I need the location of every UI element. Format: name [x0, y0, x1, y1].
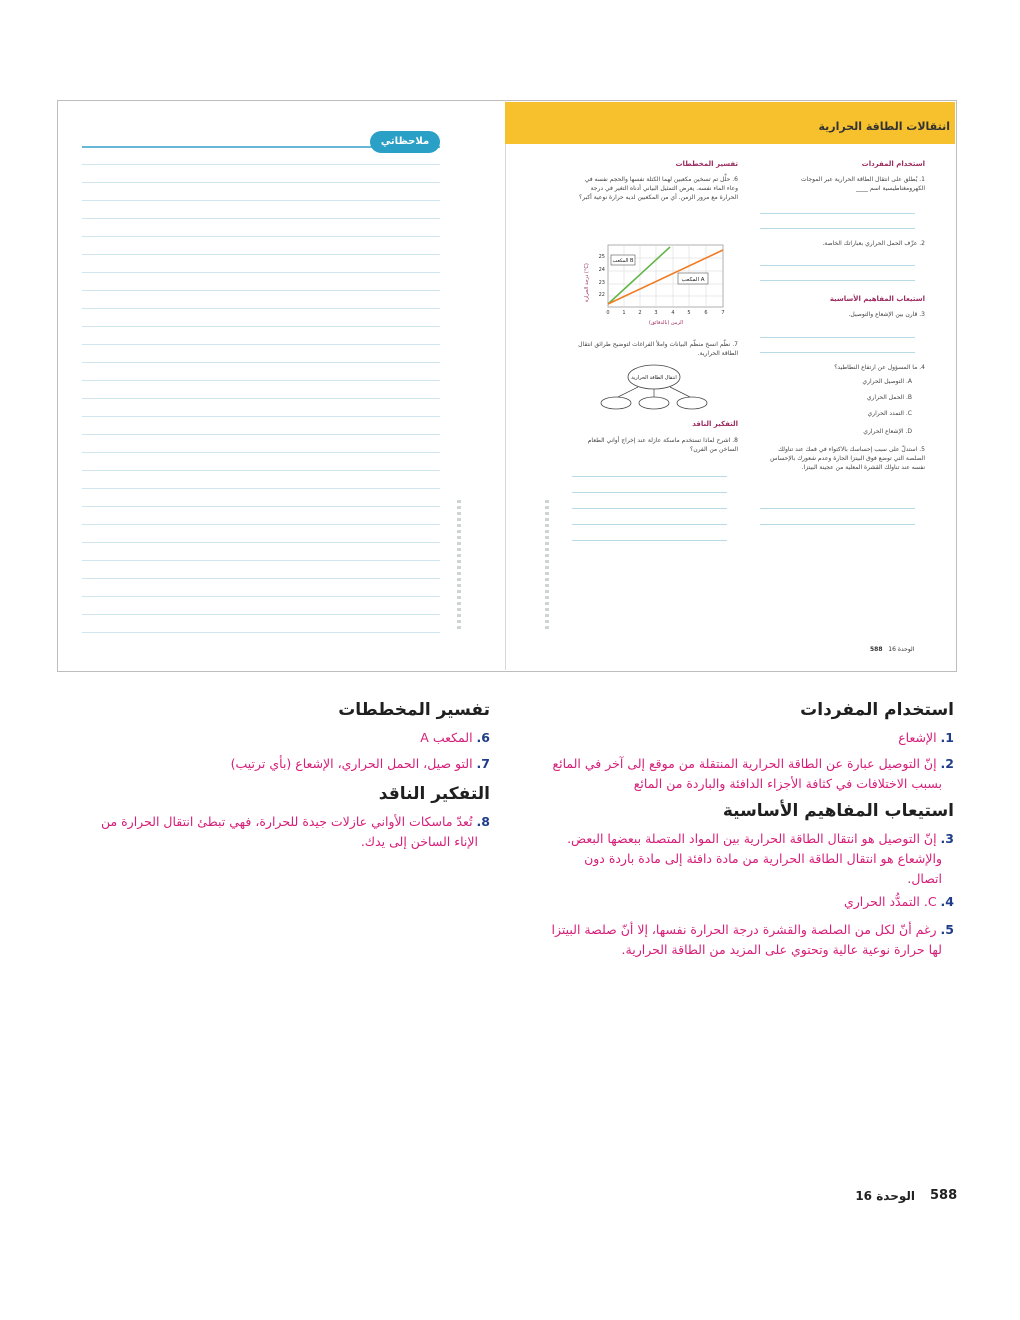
answer-number: 3.: [940, 831, 954, 846]
answer-text: المكعب A: [420, 730, 473, 745]
graph-xlabel: الزمن (بالدقائق): [648, 320, 684, 326]
answer-text: التو صيل، الحمل الحراري، الإشعاع (بأي ترتيب): [230, 756, 473, 771]
note-line: [82, 254, 440, 255]
side-credit-strip: [545, 500, 549, 630]
footer-unit: الوحدة 16: [855, 1189, 915, 1203]
answer-text: بسبب الاختلافات في كثافة الأجزاء الدافئة والباردة من المائع: [633, 776, 942, 791]
thumb-answer-line: [572, 492, 727, 493]
side-credit-strip: [457, 500, 461, 630]
thumb-answer-line: [572, 508, 727, 509]
answer-number: 4.: [940, 894, 954, 909]
note-line: [82, 470, 440, 471]
thumb-answer-line: [572, 540, 727, 541]
answer-1: [524, 728, 954, 748]
answer-number: 8.: [476, 814, 490, 829]
graph-xtick: 0: [606, 310, 610, 316]
thumb-q3: 3. قارن بين الإشعاع والتوصيل.: [848, 311, 925, 318]
note-line: [82, 308, 440, 309]
heading-vocabulary: استخدام المفردات: [800, 700, 954, 720]
note-line: [82, 596, 440, 597]
note-line: [82, 542, 440, 543]
thumb-footer: [870, 646, 914, 653]
heading-core-concepts: استيعاب المفاهيم الأساسية: [722, 801, 954, 821]
organizer-bubble: [677, 397, 707, 409]
thumb-answer-line: [760, 337, 915, 338]
note-line: [82, 632, 440, 633]
graph-ytick: 22: [598, 292, 605, 298]
answer-number: 7.: [476, 756, 490, 771]
note-line: [82, 290, 440, 291]
answer-text: تُعدّ ماسكات الأواني عازلات جيدة للحرارة، فهي تبطئ انتقال الحرارة من: [100, 814, 473, 829]
answer-number: 6.: [476, 730, 490, 745]
note-line: [82, 218, 440, 219]
thumb-section-concepts: استيعاب المفاهيم الأساسية: [829, 295, 925, 303]
spread-divider: [505, 100, 506, 670]
thumb-q2: 2. عرِّف الحمل الحراري بعباراتك الخاصة.: [822, 240, 925, 247]
graph-xtick: 5: [687, 310, 691, 316]
graph-label-b: المكعب B: [612, 258, 634, 264]
note-line: [82, 272, 440, 273]
thumb-answer-line: [572, 476, 727, 477]
thumb-q4-option: D. الإشعاع الحراري: [863, 428, 912, 435]
thumb-q4: 4. ما المسؤول عن ارتفاع النطاطيد؟: [834, 364, 925, 371]
banner-title: انتقالات الطاقة الحرارية: [818, 120, 950, 133]
thumb-q6: 6. حلِّل تم تسخين مكعبين لهما الكتلة نفسها والحجم نفسه في وعاء الماء نفسه. يعرض التمثيل البياني أدناه التغير في درجة الحرارة مع مرور الزمن. أي من المكعبين لديه حرارة نوعية أكبر؟: [579, 176, 738, 201]
answer-2: [524, 754, 954, 794]
answer-text: رغم أنّ لكل من الصلصة والقشرة درجة الحرارة نفسها، إلا أنّ صلصة البيتزا: [551, 922, 937, 937]
thumb-answer-line: [760, 280, 915, 281]
note-line: [82, 560, 440, 561]
note-line: [82, 524, 440, 525]
notes-badge: ملاحظاتي: [370, 131, 440, 153]
answer-text: الإناء الساخن إلى يدك.: [360, 834, 478, 849]
graph-ytick: 25: [598, 254, 605, 260]
graph-ytick: 24: [598, 267, 605, 273]
answer-3: [524, 829, 954, 889]
thumb-answer-line: [572, 524, 727, 525]
answer-text: إنّ التوصيل هو انتقال الطاقة الحرارية بين المواد المتصلة ببعضها البعض.: [567, 831, 937, 846]
graph-xtick: 2: [638, 310, 642, 316]
note-line: [82, 182, 440, 183]
thumb-answer-line: [760, 213, 915, 214]
note-line: [82, 344, 440, 345]
note-line: [82, 506, 440, 507]
answer-number: 1.: [940, 730, 954, 745]
note-line: [82, 578, 440, 579]
note-line: [82, 434, 440, 435]
thumb-q8: 8. اشرح لماذا تستخدم ماسكة عازلة عند إخراج أواني الطعام الساخن من الفرن؟: [587, 437, 738, 453]
note-line: [82, 200, 440, 201]
answer-text: والإشعاع هو انتقال الطاقة الحرارية من مادة دافئة إلى مادة باردة دون: [584, 851, 942, 866]
graph-xtick: 7: [721, 310, 725, 316]
thumb-q5: 5. استدلّ على سبب إحساسك بالاكتواء في فمك عند تناولك الصلصة التي توضع فوق البيتزا الحارة وعدم شعورك بالإحساس نفسه عند تناولك القشرة المعلية من عجينة البيتزا.: [770, 446, 925, 471]
thumb-q4-option: A. التوصيل الحراري: [862, 378, 912, 385]
heading-critical-thinking: التفكير الناقد: [378, 784, 490, 804]
note-line: [82, 164, 440, 165]
note-line: [82, 236, 440, 237]
answer-text: C. التمدُّد الحراري: [843, 894, 937, 909]
note-line: [82, 452, 440, 453]
answer-number: 5.: [940, 922, 954, 937]
footer-page-number: 588: [930, 1188, 958, 1203]
thumb-answer-line: [760, 228, 915, 229]
graph-xtick: 6: [704, 310, 708, 316]
thumb-q1: 1. يُطلق على انتقال الطاقة الحرارية عبر الموجات الكهرومغناطيسية اسم ____: [800, 176, 925, 192]
answer-4: [524, 892, 954, 912]
note-line: [82, 614, 440, 615]
thumb-q4-option: C. التمدد الحراري: [867, 410, 912, 417]
graph-ytick: 23: [598, 280, 605, 286]
graph-label-a: المكعب A: [681, 277, 705, 283]
thumb-answer-line: [760, 352, 915, 353]
thumb-organizer: [598, 363, 710, 413]
thumb-answer-line: [760, 508, 915, 509]
answer-6: [60, 728, 490, 748]
thumb-section-diagrams: تفسير المخططات: [675, 160, 738, 168]
organizer-bubble: [639, 397, 669, 409]
organizer-bubble: [601, 397, 631, 409]
note-line: [82, 326, 440, 327]
graph-xtick: 3: [654, 310, 658, 316]
answer-number: 2.: [940, 756, 954, 771]
answer-8: [60, 812, 490, 852]
answer-text: لها حرارة نوعية عالية وتحتوي على المزيد من الطاقة الحرارية.: [621, 942, 942, 957]
graph-xtick: 1: [622, 310, 626, 316]
thumb-q7: 7. نظّم انسخ منظّم البيانات واملأ الفراغات لتوضيح طرائق انتقال الطاقة الحرارية.: [578, 341, 738, 357]
thumb-section-vocab: استخدام المفردات: [861, 160, 925, 168]
answer-text: إنّ التوصيل عبارة عن الطاقة الحرارية المنتقلة من موقع إلى آخر في المائع: [552, 756, 937, 771]
thumb-answer-line: [760, 524, 915, 525]
answer-text: اتصال.: [907, 871, 942, 886]
graph-ylabel: درجة الحرارة (°C): [584, 263, 590, 302]
note-line: [82, 398, 440, 399]
thumb-answer-line: [760, 265, 915, 266]
answer-5: [524, 920, 954, 960]
heading-diagrams: تفسير المخططات: [338, 700, 490, 720]
answer-text: الإشعاع: [898, 730, 937, 745]
note-line: [82, 488, 440, 489]
note-line: [82, 416, 440, 417]
thumb-temperature-graph: [578, 242, 728, 330]
organizer-center-text: انتقال الطاقة الحرارية: [631, 375, 677, 381]
thumb-page-number: 588: [870, 646, 883, 653]
thumb-section-critical: التفكير الناقد: [692, 420, 738, 428]
thumb-q4-option: B. الحمل الحراري: [866, 394, 912, 401]
note-line: [82, 380, 440, 381]
note-line: [82, 362, 440, 363]
graph-xtick: 4: [671, 310, 675, 316]
answer-7: [60, 754, 490, 774]
thumb-unit: الوحدة 16: [888, 646, 915, 653]
